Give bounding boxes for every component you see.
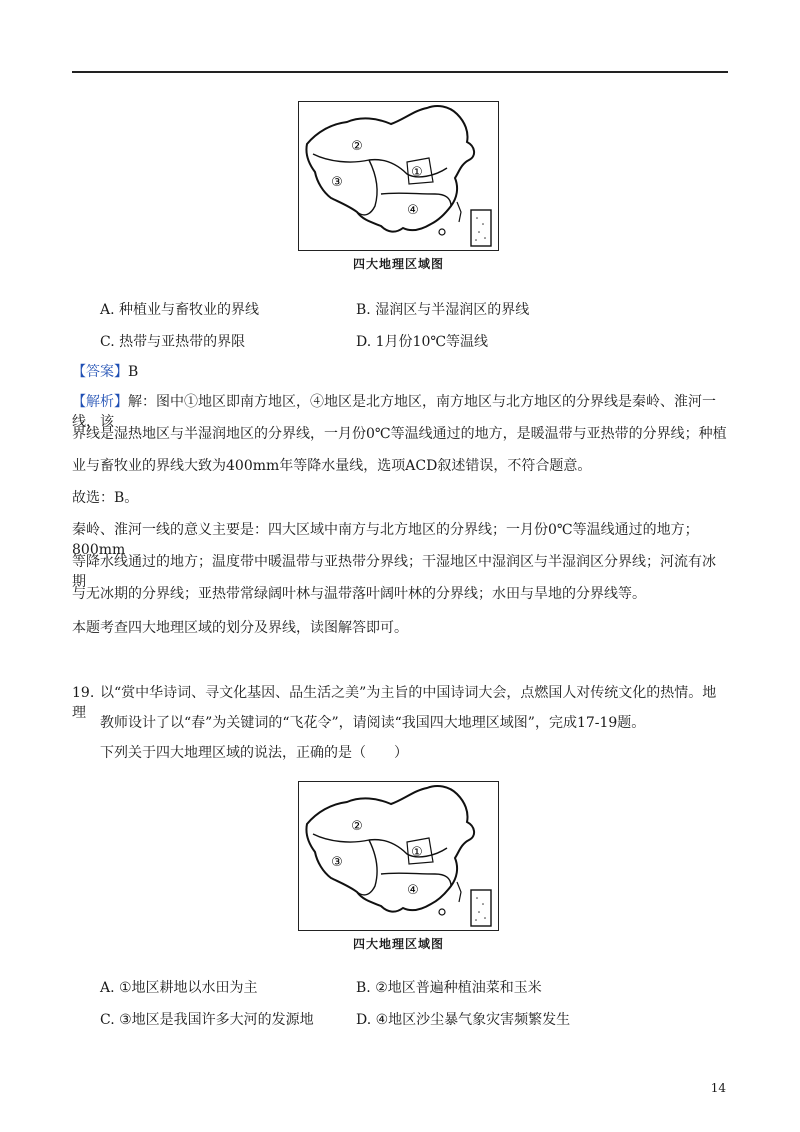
figure-caption: 四大地理区域图 bbox=[352, 937, 444, 951]
answer-line bbox=[72, 362, 728, 382]
analysis-line-2: 界线是湿热地区与半湿润地区的分界线，一月份0℃等温线通过的地方，是暖温带与亚热带的分界线；种植 bbox=[72, 426, 727, 442]
region-label-4: ④ bbox=[407, 203, 419, 218]
explanation-line-2: 等降水线通过的地方；温度带中暖温带与亚热带分界线；干湿地区中湿润区与半湿润区分界线；河流有冰期 bbox=[72, 554, 716, 590]
q18-option-a: A. 种植业与畜牧业的界线 bbox=[100, 302, 260, 318]
q19-number: 19. bbox=[72, 685, 95, 701]
header-rule bbox=[72, 71, 728, 73]
map-frame bbox=[298, 781, 499, 931]
analysis-line-3: 业与畜牧业的界线大致为400mm年等降水量线，选项ACD叙述错误，不符合题意。 bbox=[72, 458, 592, 474]
q19-question: 下列关于四大地理区域的说法，正确的是（ ） bbox=[100, 745, 408, 761]
explanation-line-3: 与无冰期的分界线；亚热带常绿阔叶林与温带落叶阔叶林的分界线；水田与旱地的分界线等。 bbox=[72, 586, 646, 602]
q18-option-c: C. 热带与亚热带的界限 bbox=[100, 334, 246, 350]
map-figure-2 bbox=[298, 781, 499, 952]
region-label-4: ④ bbox=[407, 883, 419, 898]
q19-option-b: B. ②地区普遍种植油菜和玉米 bbox=[356, 980, 542, 996]
summary: 本题考查四大地理区域的划分及界线，读图解答即可。 bbox=[72, 620, 408, 636]
page-number: 14 bbox=[710, 1081, 726, 1095]
q19-option-c: C. ③地区是我国许多大河的发源地 bbox=[100, 1012, 314, 1028]
region-label-1: ① bbox=[411, 845, 423, 860]
q19-option-a: A. ①地区耕地以水田为主 bbox=[100, 980, 258, 996]
analysis-tag: 【解析】 bbox=[72, 394, 128, 410]
analysis-text-1: 解：图中①地区即南方地区，④地区是北方地区，南方地区与北方地区的分界线是秦岭、淮河一线，该 bbox=[72, 394, 716, 430]
china-regions-map bbox=[299, 782, 498, 930]
region-label-2: ② bbox=[351, 139, 363, 154]
conclusion: 故选：B。 bbox=[72, 490, 139, 506]
figure-caption: 四大地理区域图 bbox=[352, 257, 444, 271]
map-frame bbox=[298, 101, 499, 251]
q19-intro-text-1: 以“赏中华诗词、寻文化基因、品生活之美”为主旨的中国诗词大会，点燃国人对传统文化的热情。地理 bbox=[72, 685, 717, 721]
map-figure-1 bbox=[298, 101, 499, 272]
answer-value: B bbox=[128, 364, 139, 380]
region-label-3: ③ bbox=[331, 855, 343, 870]
region-label-3: ③ bbox=[331, 175, 343, 190]
answer-tag: 【答案】 bbox=[72, 364, 128, 380]
q19-option-d: D. ④地区沙尘暴气象灾害频繁发生 bbox=[356, 1012, 571, 1028]
q18-option-b: B. 湿润区与半湿润区的界线 bbox=[356, 302, 530, 318]
china-regions-map bbox=[299, 102, 498, 250]
region-label-2: ② bbox=[351, 819, 363, 834]
explanation-line-1: 秦岭、淮河一线的意义主要是：四大区域中南方与北方地区的分界线；一月份0℃等温线通过的地方；800mm bbox=[72, 522, 699, 558]
region-label-1: ① bbox=[411, 165, 423, 180]
q18-option-d: D. 1月份10℃等温线 bbox=[356, 334, 489, 350]
q19-intro-line-2: 教师设计了以“春”为关键词的“飞花令”，请阅读“我国四大地理区域图”，完成17-19题。 bbox=[100, 715, 646, 731]
